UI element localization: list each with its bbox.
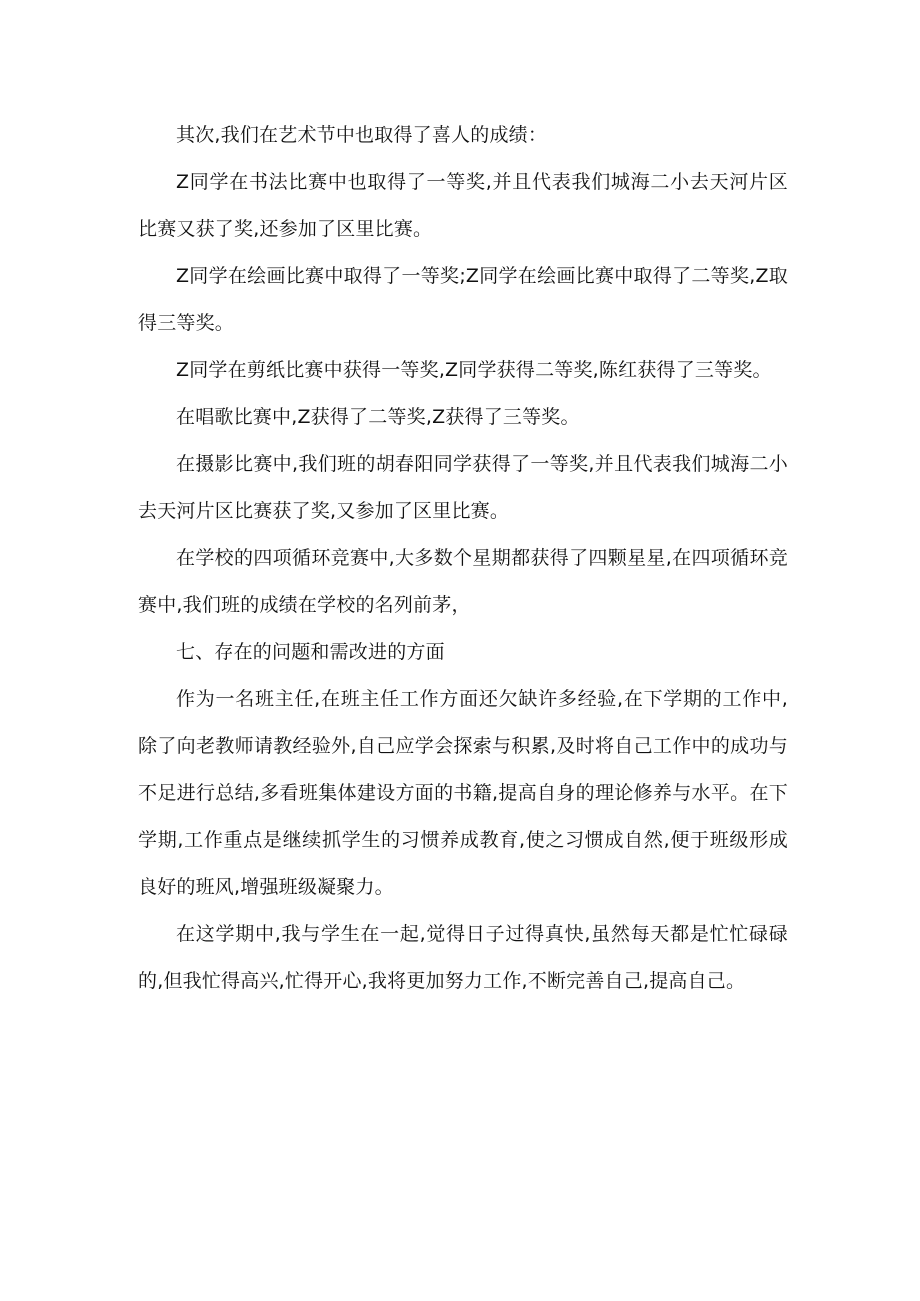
paragraph-art-festival-intro: 其次,我们在艺术节中也取得了喜人的成绩：	[176, 124, 548, 146]
paragraph-singing-award: 在唱歌比赛中,Z获得了二等奖,Z获得了三等奖。	[176, 406, 580, 428]
paragraph-painting-award: Z同学在绘画比赛中取得了一等奖;Z同学在绘画比赛中取得了二等奖,Z取得三等奖。	[138, 265, 788, 334]
section-heading-problems: 七、存在的问题和需改进的方面	[176, 641, 445, 663]
paragraph-cycle-competition: 在学校的四项循环竞赛中,大多数个星期都获得了四颗星星,在四项循环竞赛中,我们班的成绩在学校的名列前茅，	[138, 547, 788, 616]
document-body	[138, 112, 788, 1005]
paragraph-conclusion: 在这学期中,我与学生在一起,觉得日子过得真快,虽然每天都是忙忙碌碌的,但我忙得高兴,忙得开心,我将更加努力工作,不断完善自己,提高自己。	[138, 923, 788, 992]
paragraph-photography-award: 在摄影比赛中,我们班的胡春阳同学获得了一等奖,并且代表我们城海二小去天河片区比赛获了奖,又参加了区里比赛。	[138, 453, 788, 522]
paragraph-improvement-plan: 作为一名班主任,在班主任工作方面还欠缺许多经验,在下学期的工作中,除了向老教师请教经验外,自己应学会探索与积累,及时将自己工作中的成功与不足进行总结,多看班集体建设方面的书籍,提高自身的理论修养与水平。在下学期,工作重点是继续抓学生的习惯养成教育,使之习惯成自然,便于班级形成良好的班风,增强班级凝聚力。	[138, 688, 788, 898]
paragraph-calligraphy-award: Z同学在书法比赛中也取得了一等奖,并且代表我们城海二小去天河片区比赛又获了奖,还参加了区里比赛。	[138, 171, 788, 240]
paragraph-papercut-award: Z同学在剪纸比赛中获得一等奖,Z同学获得二等奖,陈红获得了三等奖。	[176, 359, 772, 381]
